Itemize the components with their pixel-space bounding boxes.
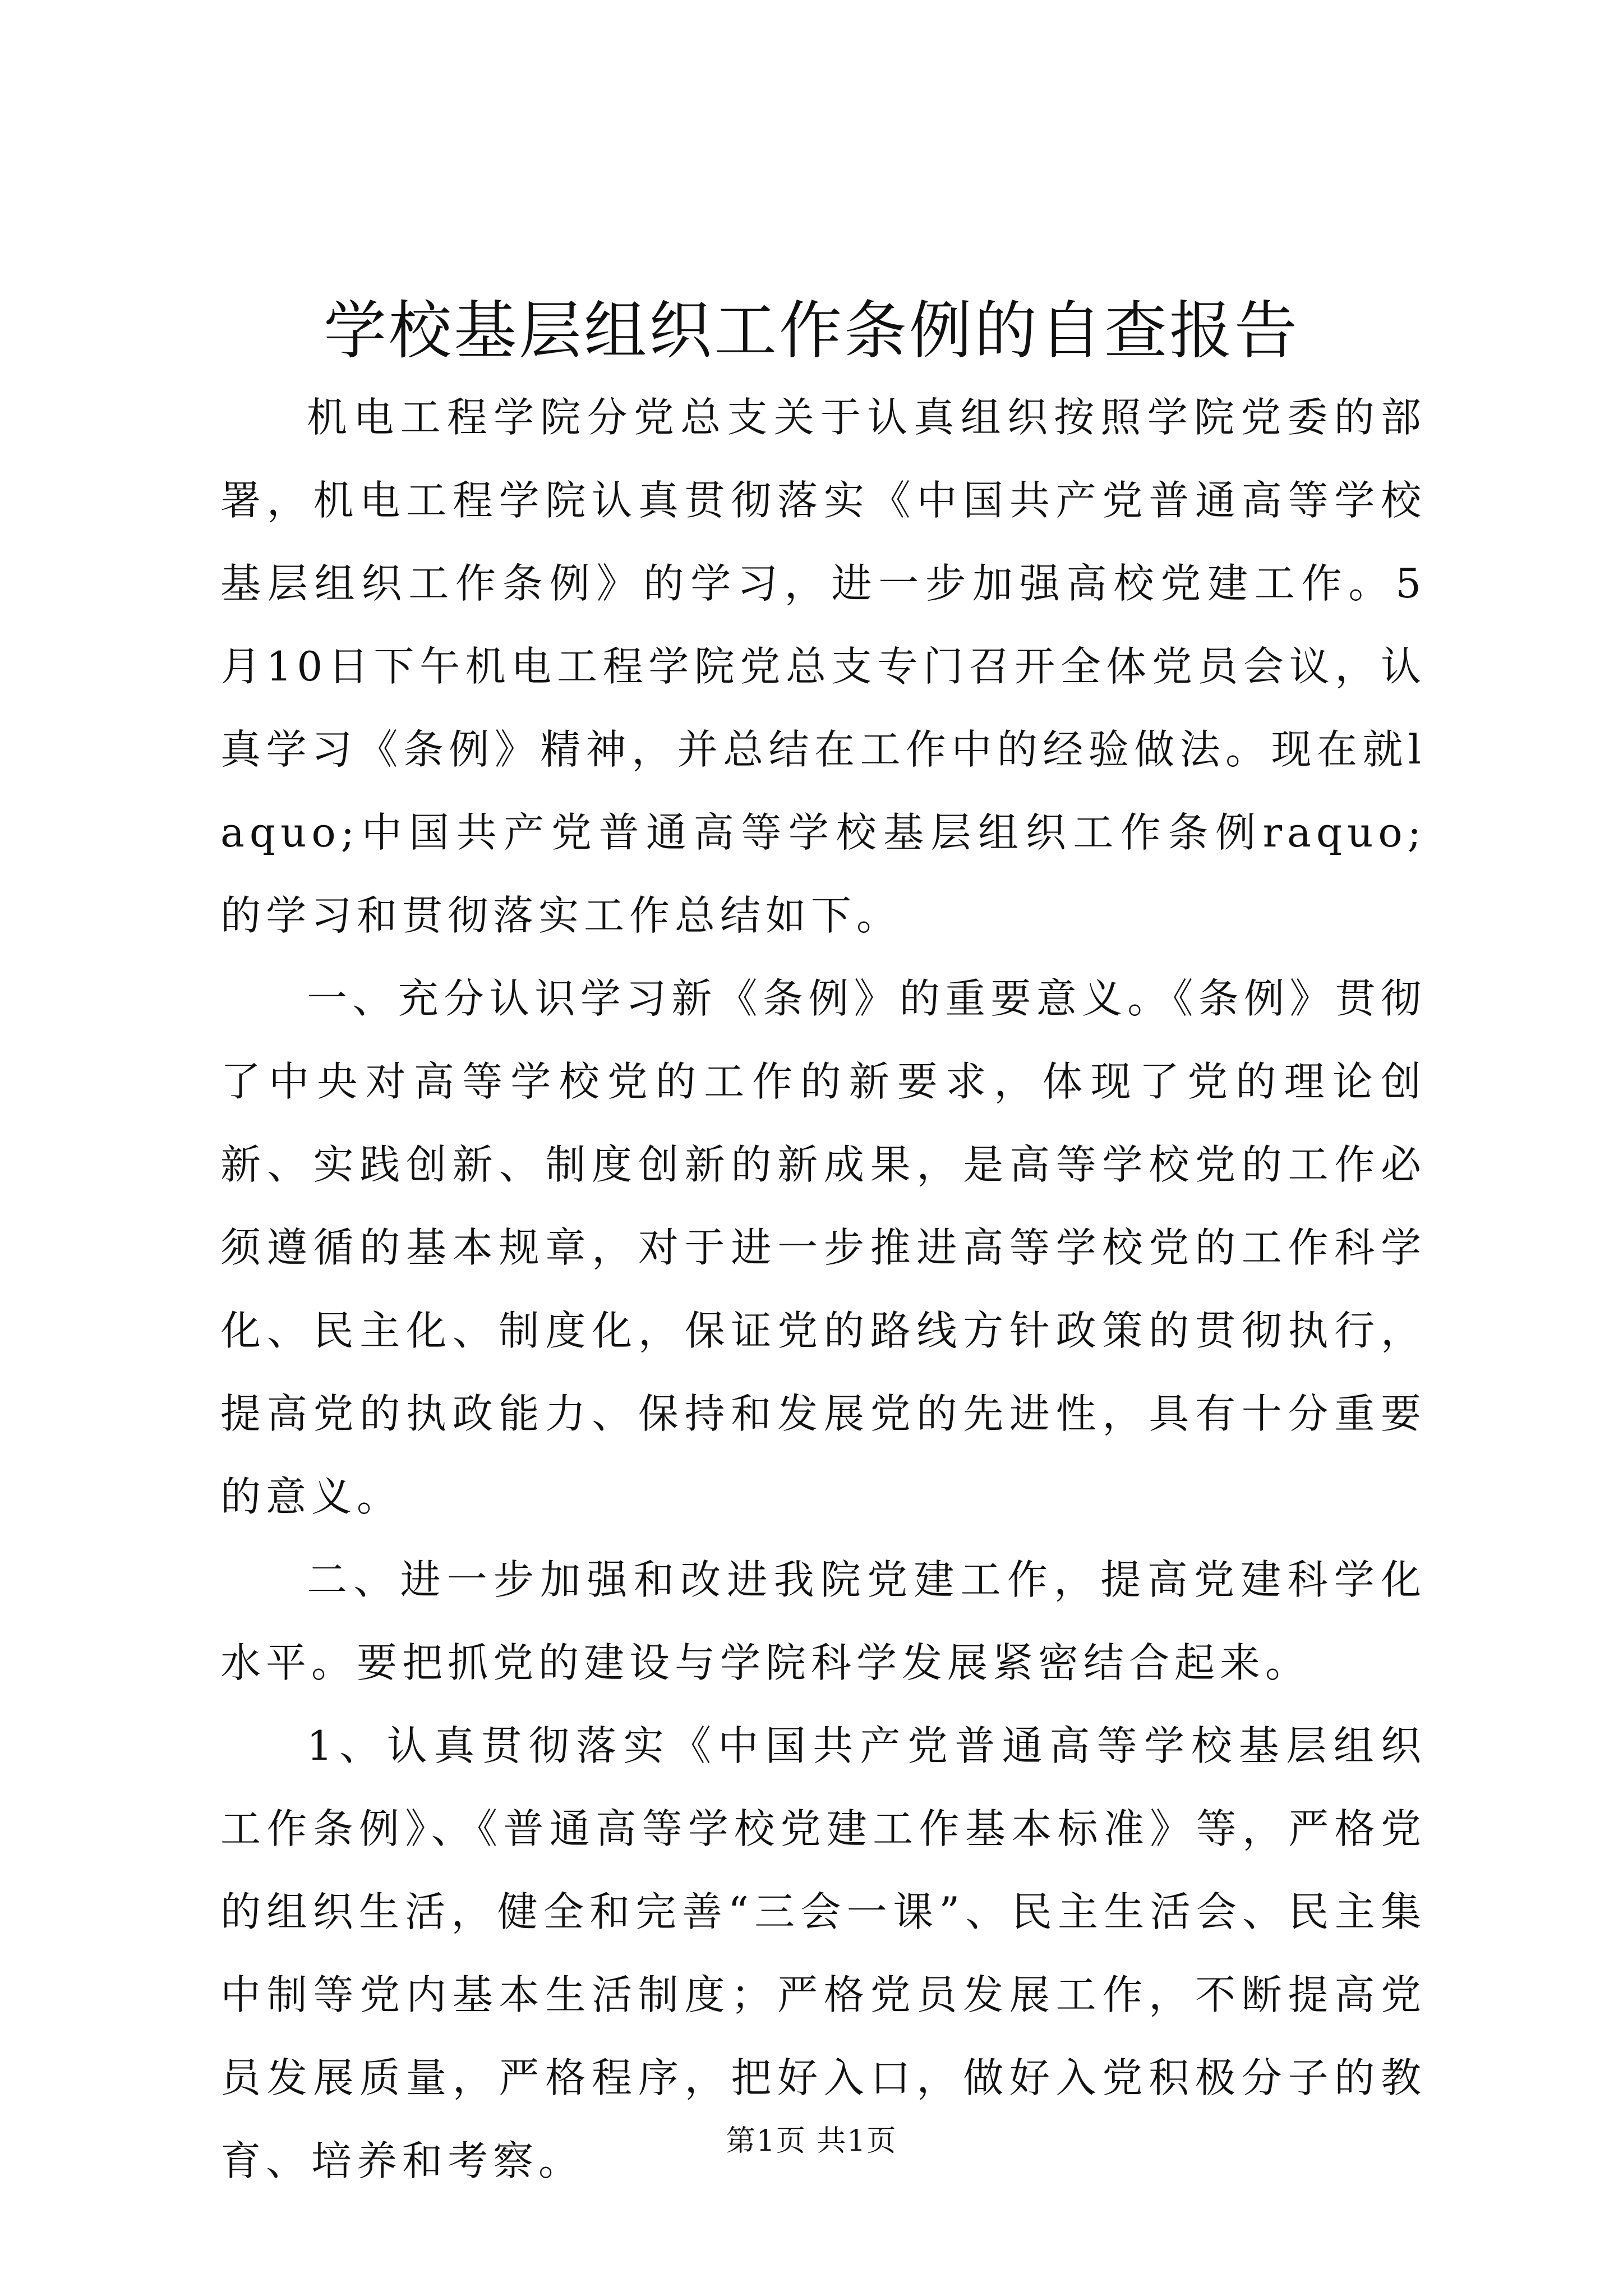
page-footer: 第1页 共1页 [726, 2124, 897, 2158]
document-title: 学校基层组织工作条例的自查报告 [324, 295, 1299, 367]
document-body [220, 376, 1426, 2202]
paragraph-section-one: 一、充分认识学习新《条例》的重要意义。《条例》贯彻了中央对高等学校党的工作的新要求，体现了党的理论创新、实践创新、制度创新的新成果，是高等学校党的工作必须遵循的基本规章，对于进一步推进高等学校党的工作科学化、民主化、制度化，保证党的路线方针政策的贯彻执行，提高党的执政能力、保持和发展党的先进性，具有十分重要的意义。 [220, 975, 1426, 1520]
paragraph-section-two: 二、进一步加强和改进我院党建工作，提高党建科学化水平。要把抓党的建设与学院科学发展紧密结合起来。 [220, 1556, 1426, 1686]
paragraph-item-one: 1、认真贯彻落实《中国共产党普通高等学校基层组织工作条例》、《普通高等学校党建工作基本标准》等，严格党的组织生活，健全和完善“三会一课”、民主生活会、民主集中制等党内基本生活制度；严格党员发展工作，不断提高党员发展质量，严格程序，把好入口，做好入党积极分子的教育、培养和考察。 [220, 1722, 1426, 2184]
paragraph-intro: 机电工程学院分党总支关于认真组织按照学院党委的部署，机电工程学院认真贯彻落实《中国共产党普通高等学校基层组织工作条例》的学习，进一步加强高校党建工作。5月10日下午机电工程学院党总支专门召开全体党员会议，认真学习《条例》精神，并总结在工作中的经验做法。现在就laquo;中国共产党普通高等学校基层组织工作条例raquo;的学习和贯彻落实工作总结如下。 [220, 394, 1426, 939]
